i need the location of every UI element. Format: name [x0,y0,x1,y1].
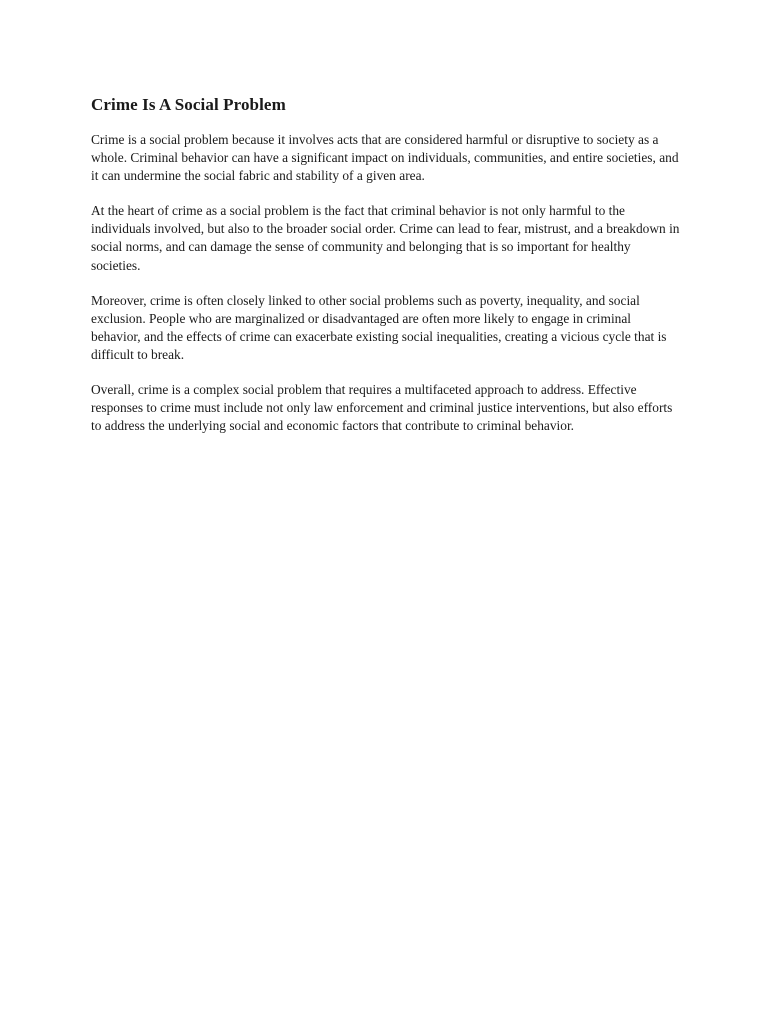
paragraph-2: At the heart of crime as a social problem is the fact that criminal behavior is not only harmful to the individuals involved, but also to the broader social order. Crime can lead to fear, mistrust, and a breakdown in social norms, and can damage the sense of community and belonging that is so important for healthy societies. [91,203,680,273]
document-body [91,94,681,452]
paragraph-4: Overall, crime is a complex social problem that requires a multifaceted approach to address. Effective responses to crime must include not only law enforcement and criminal justice interventions, but also efforts to address the underlying social and economic factors that contribute to criminal behavior. [91,382,673,434]
paragraph-1: Crime is a social problem because it involves acts that are considered harmful or disruptive to society as a whole. Criminal behavior can have a significant impact on individuals, communities, and entire societies, and it can undermine the social fabric and stability of a given area. [91,132,679,184]
paragraph-3: Moreover, crime is often closely linked to other social problems such as poverty, inequality, and social exclusion. People who are marginalized or disadvantaged are often more likely to engage in criminal behavior, and the effects of crime can exacerbate existing social inequalities, creating a vicious cycle that is difficult to break. [91,292,667,362]
document-title: Crime Is A Social Problem [91,95,286,114]
